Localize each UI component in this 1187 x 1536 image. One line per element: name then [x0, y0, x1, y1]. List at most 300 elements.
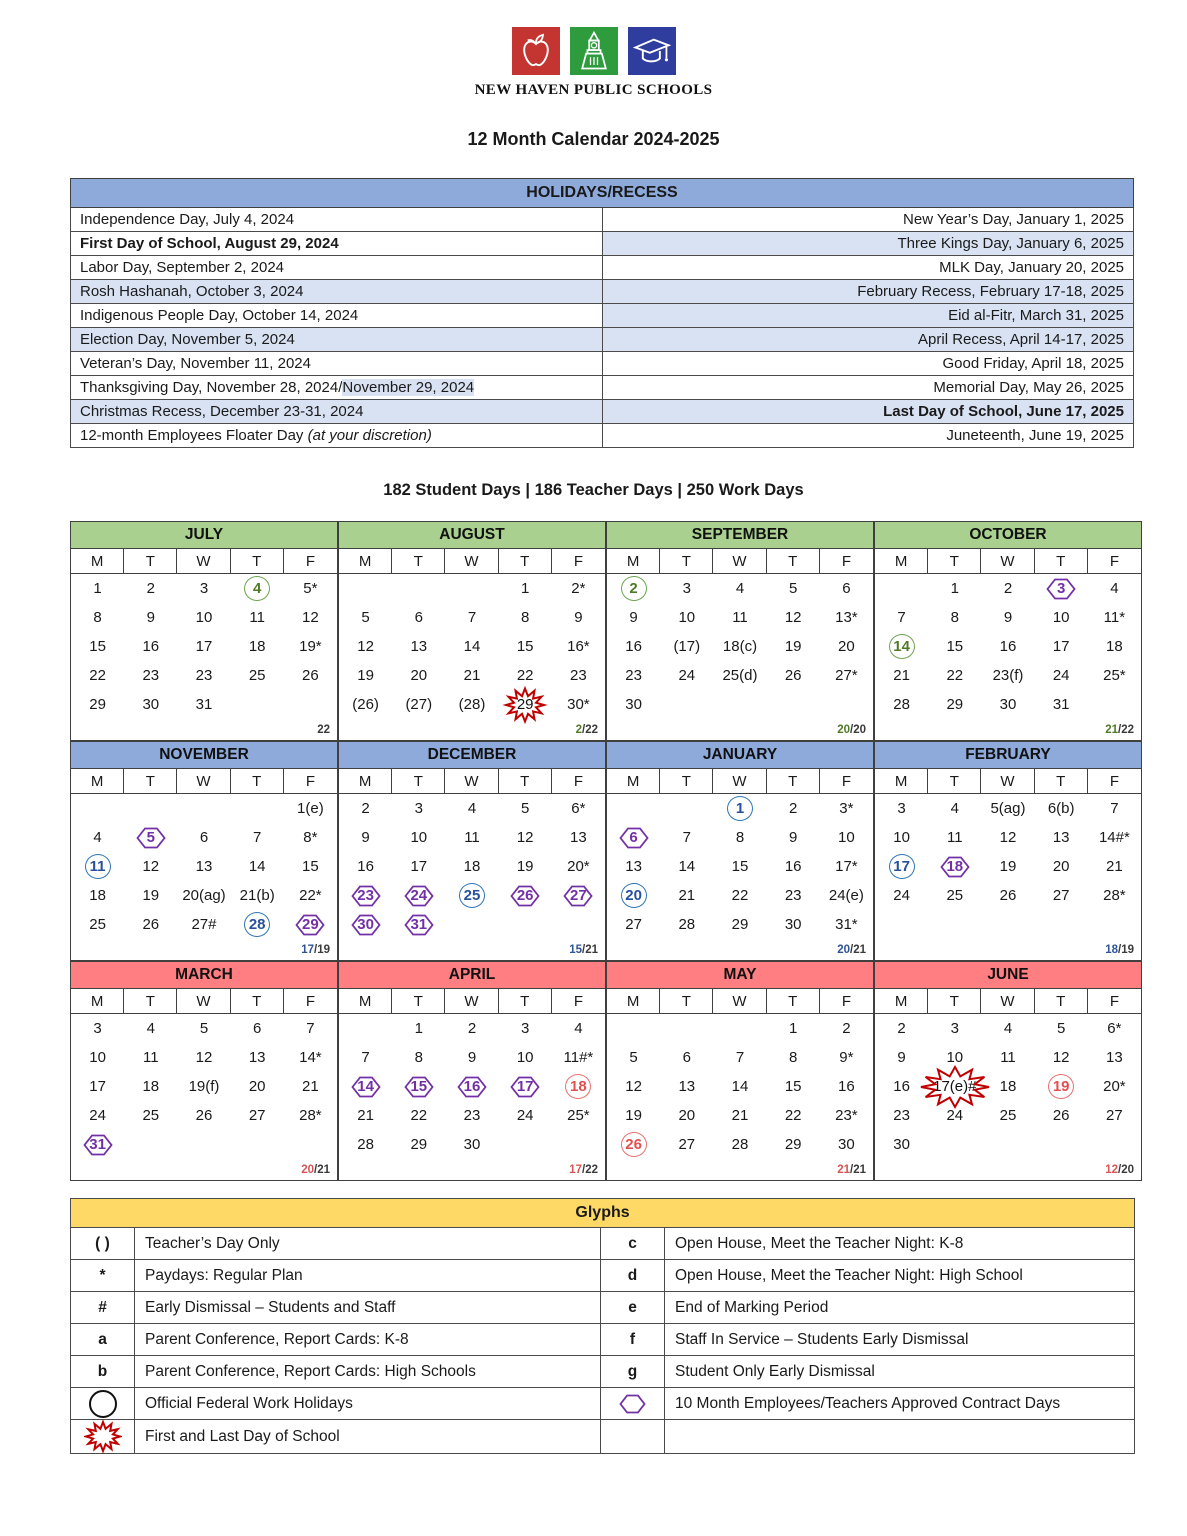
day-cell: 29 — [410, 1136, 428, 1153]
day-cell: 22 — [946, 667, 964, 684]
day-cell: 20(ag) — [182, 887, 226, 904]
glyph-symbol: * — [71, 1260, 135, 1292]
day-cell: 26 — [142, 916, 160, 933]
day-cell: 26 — [499, 881, 552, 910]
weekday-label: W — [981, 989, 1034, 1013]
month-header-may: MAY — [607, 962, 873, 989]
day-cell: 6 — [199, 829, 209, 846]
week-row — [71, 661, 337, 690]
day-cell: 20* — [1103, 1078, 1126, 1095]
graduation-cap-icon — [628, 27, 676, 75]
day-cell — [177, 1130, 230, 1159]
glyph-description: Paydays: Regular Plan — [135, 1260, 601, 1292]
federal-holiday-circle-icon — [89, 1390, 117, 1418]
day-cell: 9 — [361, 829, 370, 846]
holiday-item: Indigenous People Day, October 14, 2024 — [71, 304, 603, 328]
day-cell: 3 — [199, 580, 209, 597]
day-cell: 21 — [678, 887, 696, 904]
day-cell — [177, 794, 230, 823]
weekday-label: T — [928, 989, 981, 1013]
week-row — [71, 603, 337, 632]
week-row — [875, 603, 1141, 632]
day-cell: 4 — [93, 829, 102, 846]
student-days-count: 20 — [837, 943, 850, 956]
day-cell: 27 — [625, 916, 642, 933]
holiday-item: Juneteenth, June 19, 2025 — [602, 424, 1134, 448]
work-days-count: /22 — [582, 1163, 598, 1176]
week-row — [875, 690, 1141, 719]
page-title: 12 Month Calendar 2024-2025 — [467, 129, 720, 149]
day-cell: 15 — [89, 638, 106, 655]
day-cell: 15 — [302, 858, 319, 875]
day-cell — [660, 690, 713, 719]
week-row — [339, 910, 605, 939]
month-header-december: DECEMBER — [339, 742, 605, 769]
week-row — [71, 1130, 337, 1159]
day-cell: 12 — [357, 638, 374, 655]
day-cell: 8 — [521, 609, 530, 626]
day-cell — [445, 574, 498, 603]
day-cell: 8* — [303, 829, 318, 846]
holiday-item: Memorial Day, May 26, 2025 — [602, 376, 1134, 400]
glyph-symbol: f — [601, 1324, 665, 1356]
day-cell — [71, 794, 124, 823]
day-cell: 3 — [950, 1020, 959, 1037]
weekday-label: T — [660, 549, 713, 573]
holiday-item: Election Day, November 5, 2024 — [71, 328, 603, 352]
month-totals — [339, 939, 605, 960]
day-cell: 19* — [299, 638, 322, 655]
hexagon-icon — [136, 827, 166, 849]
week-row — [875, 794, 1141, 823]
week-row — [607, 794, 873, 823]
day-cell: (26) — [352, 696, 379, 713]
weekday-row — [607, 549, 873, 574]
day-cell: 5 — [199, 1020, 209, 1037]
day-cell: 11#* — [563, 1049, 594, 1066]
day-cell: 9 — [629, 609, 638, 626]
day-cell: 21 — [302, 1078, 319, 1095]
hexagon-icon — [351, 914, 381, 936]
month-totals — [875, 719, 1141, 740]
weekday-label: T — [231, 769, 284, 793]
day-cell — [124, 794, 177, 823]
day-cell — [713, 690, 766, 719]
weekday-row — [71, 549, 337, 574]
weekday-label: F — [305, 992, 315, 1010]
day-cell: 10 — [1052, 609, 1070, 626]
day-cell: 21 — [1106, 858, 1123, 875]
day-cell: 24 — [678, 667, 696, 684]
week-row — [71, 574, 337, 603]
day-cell: 16 — [142, 638, 160, 655]
day-cell — [1088, 690, 1141, 719]
month-may — [606, 961, 874, 1181]
weekday-label: M — [339, 989, 392, 1013]
weekday-label: W — [445, 989, 498, 1013]
day-cell: 20 — [410, 667, 428, 684]
weekday-label: T — [499, 989, 552, 1013]
weekday-row — [339, 549, 605, 574]
day-cell: 21 — [893, 667, 910, 684]
day-cell: 11 — [71, 852, 124, 881]
day-cell: 2 — [897, 1020, 906, 1037]
week-row — [607, 910, 873, 939]
day-cell: 2 — [607, 574, 660, 603]
student-days-count: 2 — [575, 723, 582, 736]
day-cell: 3 — [414, 800, 423, 817]
day-cell: 27# — [191, 916, 217, 933]
day-cell: 26 — [999, 887, 1017, 904]
day-cell: 26 — [1052, 1107, 1070, 1124]
week-row — [607, 1101, 873, 1130]
weekday-label: W — [445, 769, 498, 793]
glyph-description: Parent Conference, Report Cards: High Schools — [135, 1356, 601, 1388]
month-march — [70, 961, 338, 1181]
week-row — [607, 574, 873, 603]
day-cell: 11 — [946, 829, 963, 846]
day-cell: 7 — [682, 829, 691, 846]
day-cell: 29 — [89, 696, 106, 713]
day-cell: 18 — [999, 1078, 1017, 1095]
day-cell: 17 — [195, 638, 213, 655]
week-row — [71, 852, 337, 881]
week-row — [339, 1130, 605, 1159]
day-cell: 10 — [893, 829, 910, 846]
starburst-icon — [84, 1420, 122, 1453]
day-cell: 12 — [999, 829, 1017, 846]
day-cell: 16 — [784, 858, 802, 875]
day-cell — [392, 574, 445, 603]
month-august — [338, 521, 606, 741]
weekday-label: T — [767, 769, 820, 793]
hexagon-icon — [510, 885, 540, 907]
day-cell: 2 — [361, 800, 370, 817]
day-cell — [713, 1014, 766, 1043]
month-header-march: MARCH — [71, 962, 337, 989]
month-october — [874, 521, 1142, 741]
day-cell: 17 — [875, 852, 928, 881]
weekday-label: M — [339, 769, 392, 793]
holidays-header: HOLIDAYS/RECESS — [71, 179, 1134, 208]
day-cell: 1 — [789, 1020, 798, 1037]
month-totals — [339, 719, 605, 740]
day-cell: 3* — [839, 800, 854, 817]
day-cell: 4 — [467, 800, 477, 817]
holiday-item: MLK Day, January 20, 2025 — [602, 256, 1134, 280]
weekday-row — [875, 989, 1141, 1014]
day-cell — [928, 910, 981, 939]
day-cell: 8 — [950, 609, 959, 626]
holiday-item: First Day of School, August 29, 2024 — [71, 232, 603, 256]
month-header-september: SEPTEMBER — [607, 522, 873, 549]
day-cell: 15 — [392, 1072, 445, 1101]
day-cell — [607, 794, 660, 823]
day-cell — [1035, 1130, 1088, 1159]
day-cell: 13 — [570, 829, 587, 846]
day-cell: 11 — [732, 609, 748, 626]
day-cell: 18(c) — [722, 638, 758, 655]
day-cell: 9 — [789, 829, 798, 846]
glyph-description — [665, 1420, 1135, 1454]
day-cell: 28* — [1103, 887, 1126, 904]
day-cell: 30 — [784, 916, 802, 933]
weekday-label: W — [445, 549, 498, 573]
day-cell: 24 — [516, 1107, 534, 1124]
day-cell: 26 — [195, 1107, 213, 1124]
holiday-item: Thanksgiving Day, November 28, 2024/November 29, 2024 — [71, 376, 603, 400]
day-cell: 2 — [146, 580, 155, 597]
holiday-item: Three Kings Day, January 6, 2025 — [602, 232, 1134, 256]
holiday-item: February Recess, February 17-18, 2025 — [602, 280, 1134, 304]
work-days-count: /22 — [582, 723, 598, 736]
day-cell: 28 — [678, 916, 696, 933]
weekday-label: M — [875, 989, 928, 1013]
day-cell: 19 — [516, 858, 534, 875]
logo-squares — [0, 27, 1187, 75]
weekday-label: M — [71, 769, 124, 793]
day-cell — [928, 1130, 981, 1159]
day-cell: 17 — [410, 858, 428, 875]
holiday-item: Christmas Recess, December 23-31, 2024 — [71, 400, 603, 424]
student-days-count: 17 — [569, 1163, 582, 1176]
day-cell: 31* — [835, 916, 858, 933]
student-days-count: 18 — [1105, 943, 1118, 956]
day-cell — [339, 1014, 392, 1043]
week-row — [607, 1043, 873, 1072]
day-cell: 24 — [1052, 667, 1070, 684]
day-cell: 5 — [1057, 1020, 1066, 1037]
day-cell: 28 — [893, 696, 910, 713]
day-cell — [1088, 1130, 1141, 1159]
month-header-february: FEBRUARY — [875, 742, 1141, 769]
month-totals — [607, 1159, 873, 1180]
day-cell: 30 — [999, 696, 1017, 713]
weekday-label: F — [573, 772, 583, 790]
day-cell: 17 — [499, 1072, 552, 1101]
holiday-item: Veteran’s Day, November 11, 2024 — [71, 352, 603, 376]
day-cell: 26 — [302, 667, 319, 684]
day-cell: 17(e)# — [928, 1072, 981, 1101]
day-cell: 12 — [195, 1049, 213, 1066]
work-days-count: /20 — [1118, 1163, 1134, 1176]
month-july — [70, 521, 338, 741]
glyphs-legend-table — [70, 1198, 1135, 1454]
day-cell: 25* — [567, 1107, 590, 1124]
weekday-label: M — [607, 769, 660, 793]
day-cell: 14 — [463, 638, 481, 655]
day-cell: 21 — [731, 1107, 749, 1124]
week-row — [71, 823, 337, 852]
student-days-count: 17 — [301, 943, 314, 956]
weekday-label: T — [767, 549, 820, 573]
hexagon-icon — [619, 1394, 646, 1414]
week-row — [339, 1101, 605, 1130]
day-cell: 30 — [893, 1136, 910, 1153]
glyph-description: First and Last Day of School — [135, 1420, 601, 1454]
day-cell: 29 — [284, 910, 337, 939]
week-row — [71, 690, 337, 719]
holiday-item: Independence Day, July 4, 2024 — [71, 208, 603, 232]
holiday-item: Good Friday, April 18, 2025 — [602, 352, 1134, 376]
day-cell: 19 — [142, 887, 160, 904]
weekday-label: M — [875, 549, 928, 573]
holiday-item: April Recess, April 14-17, 2025 — [602, 328, 1134, 352]
day-counts-summary: 182 Student Days | 186 Teacher Days | 250 Work Days — [383, 481, 804, 499]
day-cell: 23(f) — [992, 667, 1024, 684]
day-cell: 5(ag) — [990, 800, 1026, 817]
weekday-label: M — [71, 989, 124, 1013]
day-cell: 28* — [299, 1107, 322, 1124]
glyph-description: Teacher’s Day Only — [135, 1228, 601, 1260]
day-cell: 6* — [1107, 1020, 1122, 1037]
day-cell: 19 — [1035, 1072, 1088, 1101]
day-cell — [552, 1130, 605, 1159]
week-row — [71, 910, 337, 939]
day-cell: 4 — [146, 1020, 155, 1037]
weekday-row — [339, 989, 605, 1014]
weekday-label: F — [841, 552, 851, 570]
day-cell: 19(f) — [188, 1078, 220, 1095]
day-cell: 22 — [731, 887, 749, 904]
week-row — [339, 1043, 605, 1072]
day-cell — [339, 574, 392, 603]
month-header-june: JUNE — [875, 962, 1141, 989]
day-cell: 30 — [142, 696, 160, 713]
week-row — [339, 852, 605, 881]
day-cell — [1035, 910, 1088, 939]
hexagon-icon — [940, 856, 970, 878]
day-cell — [875, 574, 928, 603]
day-cell: 11 — [1000, 1049, 1016, 1066]
day-cell — [231, 690, 284, 719]
weekday-row — [607, 769, 873, 794]
day-cell: 24 — [89, 1107, 106, 1124]
day-cell: 12 — [516, 829, 534, 846]
day-cell: 10 — [946, 1049, 964, 1066]
week-row — [339, 881, 605, 910]
hexagon-icon — [510, 1076, 540, 1098]
day-cell: 27 — [552, 881, 605, 910]
day-cell: 1 — [950, 580, 959, 597]
day-cell: 25 — [999, 1107, 1017, 1124]
weekday-label: F — [1109, 772, 1119, 790]
day-cell: 9 — [1003, 609, 1013, 626]
hexagon-icon — [351, 1076, 381, 1098]
day-cell: 1 — [414, 1020, 423, 1037]
day-cell: 14 — [731, 1078, 749, 1095]
day-cell: 25* — [1103, 667, 1126, 684]
day-cell: 7 — [253, 829, 262, 846]
day-cell: 16 — [838, 1078, 855, 1095]
day-cell: 5 — [629, 1049, 638, 1066]
week-row — [875, 661, 1141, 690]
weekday-label: T — [660, 989, 713, 1013]
day-cell: 11 — [464, 829, 480, 846]
month-june — [874, 961, 1142, 1181]
day-cell: 10 — [89, 1049, 106, 1066]
weekday-label: T — [1035, 769, 1088, 793]
month-december — [338, 741, 606, 961]
month-header-april: APRIL — [339, 962, 605, 989]
day-cell: 13 — [1052, 829, 1070, 846]
holiday-item: New Year’s Day, January 1, 2025 — [602, 208, 1134, 232]
day-cell: 20 — [607, 881, 660, 910]
day-cell: 8 — [93, 609, 102, 626]
day-cell: 17 — [1052, 638, 1070, 655]
weekday-label: W — [177, 769, 230, 793]
hexagon-icon — [351, 885, 381, 907]
hexagon-icon — [404, 1076, 434, 1098]
day-cell: 6 — [842, 580, 851, 597]
day-cell: 18 — [552, 1072, 605, 1101]
day-cell: 30 — [838, 1136, 855, 1153]
month-header-august: AUGUST — [339, 522, 605, 549]
day-cell: 1 — [713, 794, 766, 823]
weekday-label: F — [1109, 552, 1119, 570]
weekday-label: W — [981, 769, 1034, 793]
weekday-label: W — [177, 989, 230, 1013]
day-cell: 22 — [516, 667, 534, 684]
week-row — [339, 823, 605, 852]
week-row — [339, 1014, 605, 1043]
week-row — [607, 852, 873, 881]
day-cell: 28 — [231, 910, 284, 939]
day-cell: 9 — [574, 609, 583, 626]
day-cell: 14 — [678, 858, 696, 875]
month-totals — [875, 1159, 1141, 1180]
day-cell: 11 — [142, 1049, 159, 1066]
day-cell — [820, 690, 873, 719]
weekday-label: T — [499, 769, 552, 793]
day-cell — [231, 1130, 284, 1159]
day-cell: 8 — [414, 1049, 423, 1066]
day-cell: 14 — [339, 1072, 392, 1101]
weekday-row — [607, 989, 873, 1014]
glyph-symbol: b — [71, 1356, 135, 1388]
day-cell: 4 — [950, 800, 959, 817]
week-row — [71, 1014, 337, 1043]
day-cell: 27* — [835, 667, 858, 684]
day-cell: 18 — [928, 852, 981, 881]
day-cell: 23 — [570, 667, 587, 684]
holiday-item: Rosh Hashanah, October 3, 2024 — [71, 280, 603, 304]
holiday-item: Labor Day, September 2, 2024 — [71, 256, 603, 280]
weekday-label: M — [607, 989, 660, 1013]
day-cell: 25 — [946, 887, 964, 904]
month-totals — [607, 939, 873, 960]
month-totals — [71, 719, 337, 740]
day-cell: 13 — [625, 858, 642, 875]
weekday-label: F — [841, 992, 851, 1010]
week-row — [71, 1101, 337, 1130]
week-row — [339, 794, 605, 823]
day-cell: 15 — [731, 858, 749, 875]
day-cell: 29 — [499, 690, 552, 719]
glyph-symbol: e — [601, 1292, 665, 1324]
day-cell: 15 — [946, 638, 964, 655]
day-cell: 24 — [946, 1107, 964, 1124]
weekday-label: W — [713, 549, 766, 573]
day-cell: 11* — [1103, 609, 1126, 626]
holiday-item: 12-month Employees Floater Day (at your discretion) — [71, 424, 603, 448]
day-cell: 6 — [607, 823, 660, 852]
week-row — [339, 603, 605, 632]
weekday-label: T — [499, 549, 552, 573]
day-cell: 10 — [410, 829, 428, 846]
day-cell: 5 — [124, 823, 177, 852]
month-totals — [339, 1159, 605, 1180]
